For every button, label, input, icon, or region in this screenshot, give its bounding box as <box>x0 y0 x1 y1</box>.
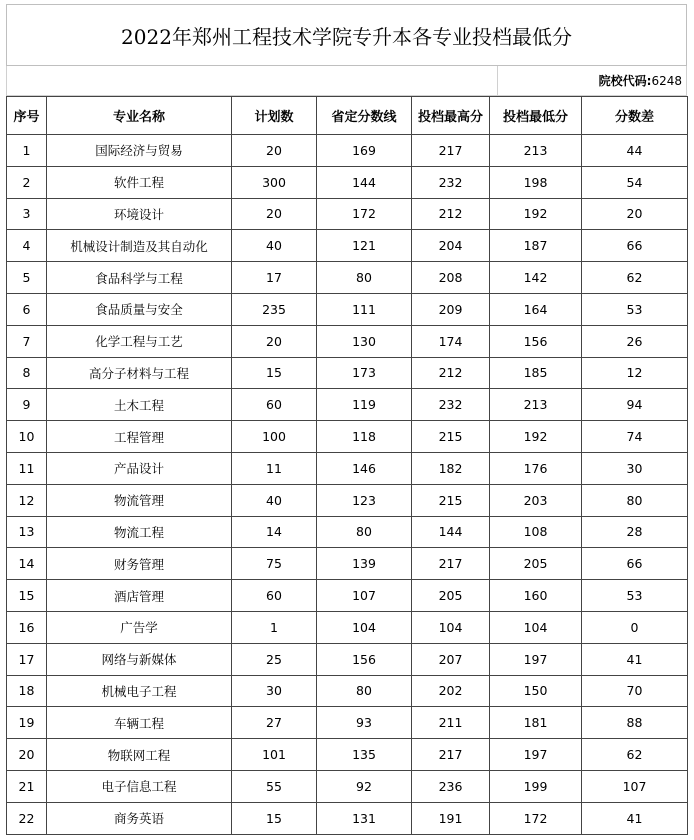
cell-min: 156 <box>490 325 582 357</box>
cell-cutoff: 118 <box>317 421 412 453</box>
table-row <box>7 802 688 834</box>
cell-major: 广告学 <box>47 611 232 643</box>
cell-plan: 20 <box>232 198 317 230</box>
cell-cutoff: 93 <box>317 707 412 739</box>
page-title: 2022年郑州工程技术学院专升本各专业投档最低分 <box>6 4 687 66</box>
cell-plan: 60 <box>232 389 317 421</box>
empty-cell <box>7 66 498 96</box>
cell-cutoff: 156 <box>317 643 412 675</box>
cell-min: 160 <box>490 580 582 612</box>
header-plan: 计划数 <box>232 97 317 135</box>
cell-diff: 88 <box>582 707 688 739</box>
cell-diff: 54 <box>582 166 688 198</box>
cell-cutoff: 80 <box>317 675 412 707</box>
table-row <box>7 580 688 612</box>
table-row <box>7 389 688 421</box>
cell-diff: 74 <box>582 421 688 453</box>
cell-major: 食品科学与工程 <box>47 262 232 294</box>
table-row <box>7 739 688 771</box>
cell-plan: 40 <box>232 230 317 262</box>
cell-plan: 55 <box>232 770 317 802</box>
cell-diff: 26 <box>582 325 688 357</box>
cell-major: 酒店管理 <box>47 580 232 612</box>
cell-diff: 66 <box>582 230 688 262</box>
cell-diff: 80 <box>582 484 688 516</box>
cell-cutoff: 80 <box>317 262 412 294</box>
cell-index: 18 <box>7 675 47 707</box>
cell-min: 197 <box>490 739 582 771</box>
cell-cutoff: 121 <box>317 230 412 262</box>
cell-cutoff: 130 <box>317 325 412 357</box>
cell-max: 191 <box>412 802 490 834</box>
cell-cutoff: 131 <box>317 802 412 834</box>
header-major: 专业名称 <box>47 97 232 135</box>
table-row <box>7 643 688 675</box>
cell-plan: 75 <box>232 548 317 580</box>
cell-max: 232 <box>412 389 490 421</box>
cell-major: 电子信息工程 <box>47 770 232 802</box>
cell-major: 机械电子工程 <box>47 675 232 707</box>
cell-index: 12 <box>7 484 47 516</box>
cell-index: 6 <box>7 293 47 325</box>
cell-max: 217 <box>412 739 490 771</box>
table-row <box>7 293 688 325</box>
table-row <box>7 325 688 357</box>
cell-plan: 14 <box>232 516 317 548</box>
cell-plan: 101 <box>232 739 317 771</box>
cell-cutoff: 173 <box>317 357 412 389</box>
cell-index: 5 <box>7 262 47 294</box>
cell-diff: 44 <box>582 135 688 167</box>
cell-diff: 30 <box>582 452 688 484</box>
cell-min: 203 <box>490 484 582 516</box>
cell-min: 108 <box>490 516 582 548</box>
cell-diff: 20 <box>582 198 688 230</box>
header-cutoff: 省定分数线 <box>317 97 412 135</box>
cell-major: 工程管理 <box>47 421 232 453</box>
cell-cutoff: 119 <box>317 389 412 421</box>
cell-cutoff: 146 <box>317 452 412 484</box>
cell-major: 国际经济与贸易 <box>47 135 232 167</box>
table-row <box>7 675 688 707</box>
cell-diff: 70 <box>582 675 688 707</box>
cell-plan: 235 <box>232 293 317 325</box>
cell-max: 204 <box>412 230 490 262</box>
cell-max: 209 <box>412 293 490 325</box>
table-row <box>7 452 688 484</box>
cell-max: 208 <box>412 262 490 294</box>
cell-max: 207 <box>412 643 490 675</box>
header-diff: 分数差 <box>582 97 688 135</box>
cell-max: 202 <box>412 675 490 707</box>
table-row <box>7 421 688 453</box>
cell-major: 产品设计 <box>47 452 232 484</box>
score-table <box>6 96 688 835</box>
cell-major: 物流工程 <box>47 516 232 548</box>
cell-cutoff: 104 <box>317 611 412 643</box>
school-code <box>498 66 687 96</box>
cell-diff: 41 <box>582 802 688 834</box>
header-max: 投档最高分 <box>412 97 490 135</box>
table-row <box>7 707 688 739</box>
cell-min: 198 <box>490 166 582 198</box>
cell-max: 104 <box>412 611 490 643</box>
cell-min: 213 <box>490 135 582 167</box>
cell-max: 217 <box>412 135 490 167</box>
cell-max: 174 <box>412 325 490 357</box>
cell-index: 1 <box>7 135 47 167</box>
cell-plan: 1 <box>232 611 317 643</box>
table-row <box>7 262 688 294</box>
cell-diff: 107 <box>582 770 688 802</box>
cell-cutoff: 172 <box>317 198 412 230</box>
cell-min: 213 <box>490 389 582 421</box>
cell-plan: 15 <box>232 357 317 389</box>
cell-min: 176 <box>490 452 582 484</box>
cell-plan: 20 <box>232 325 317 357</box>
school-code-row <box>6 66 687 96</box>
cell-plan: 300 <box>232 166 317 198</box>
cell-min: 164 <box>490 293 582 325</box>
cell-min: 142 <box>490 262 582 294</box>
table-header-row <box>7 97 688 135</box>
cell-index: 4 <box>7 230 47 262</box>
cell-diff: 0 <box>582 611 688 643</box>
cell-index: 15 <box>7 580 47 612</box>
cell-cutoff: 135 <box>317 739 412 771</box>
cell-max: 232 <box>412 166 490 198</box>
cell-major: 商务英语 <box>47 802 232 834</box>
table-row <box>7 166 688 198</box>
cell-plan: 17 <box>232 262 317 294</box>
cell-index: 22 <box>7 802 47 834</box>
cell-index: 3 <box>7 198 47 230</box>
cell-min: 104 <box>490 611 582 643</box>
cell-diff: 62 <box>582 262 688 294</box>
table-row <box>7 548 688 580</box>
cell-index: 7 <box>7 325 47 357</box>
cell-plan: 40 <box>232 484 317 516</box>
cell-major: 环境设计 <box>47 198 232 230</box>
cell-max: 212 <box>412 198 490 230</box>
cell-major: 高分子材料与工程 <box>47 357 232 389</box>
cell-diff: 41 <box>582 643 688 675</box>
cell-major: 物流管理 <box>47 484 232 516</box>
school-code-value: 6248 <box>651 73 682 88</box>
cell-diff: 28 <box>582 516 688 548</box>
cell-cutoff: 80 <box>317 516 412 548</box>
cell-cutoff: 123 <box>317 484 412 516</box>
table-row <box>7 611 688 643</box>
cell-index: 13 <box>7 516 47 548</box>
cell-plan: 60 <box>232 580 317 612</box>
cell-min: 192 <box>490 421 582 453</box>
cell-min: 199 <box>490 770 582 802</box>
cell-major: 物联网工程 <box>47 739 232 771</box>
cell-min: 185 <box>490 357 582 389</box>
table-row <box>7 198 688 230</box>
cell-min: 192 <box>490 198 582 230</box>
cell-max: 211 <box>412 707 490 739</box>
cell-min: 205 <box>490 548 582 580</box>
cell-min: 181 <box>490 707 582 739</box>
cell-index: 21 <box>7 770 47 802</box>
cell-diff: 12 <box>582 357 688 389</box>
cell-max: 215 <box>412 421 490 453</box>
cell-plan: 15 <box>232 802 317 834</box>
table-row <box>7 770 688 802</box>
table-row <box>7 516 688 548</box>
table-row <box>7 135 688 167</box>
cell-min: 150 <box>490 675 582 707</box>
cell-diff: 94 <box>582 389 688 421</box>
cell-plan: 20 <box>232 135 317 167</box>
cell-index: 17 <box>7 643 47 675</box>
cell-diff: 53 <box>582 293 688 325</box>
cell-major: 土木工程 <box>47 389 232 421</box>
cell-max: 212 <box>412 357 490 389</box>
cell-index: 2 <box>7 166 47 198</box>
cell-cutoff: 111 <box>317 293 412 325</box>
cell-plan: 25 <box>232 643 317 675</box>
cell-index: 11 <box>7 452 47 484</box>
cell-major: 化学工程与工艺 <box>47 325 232 357</box>
cell-index: 16 <box>7 611 47 643</box>
cell-major: 软件工程 <box>47 166 232 198</box>
table-row <box>7 357 688 389</box>
cell-cutoff: 169 <box>317 135 412 167</box>
cell-plan: 27 <box>232 707 317 739</box>
header-min: 投档最低分 <box>490 97 582 135</box>
cell-max: 217 <box>412 548 490 580</box>
cell-major: 网络与新媒体 <box>47 643 232 675</box>
cell-plan: 30 <box>232 675 317 707</box>
cell-major: 机械设计制造及其自动化 <box>47 230 232 262</box>
cell-max: 182 <box>412 452 490 484</box>
cell-plan: 100 <box>232 421 317 453</box>
cell-index: 14 <box>7 548 47 580</box>
cell-cutoff: 139 <box>317 548 412 580</box>
school-code-label: 院校代码: <box>598 74 652 88</box>
table-row <box>7 484 688 516</box>
cell-max: 144 <box>412 516 490 548</box>
cell-major: 车辆工程 <box>47 707 232 739</box>
cell-index: 10 <box>7 421 47 453</box>
cell-diff: 62 <box>582 739 688 771</box>
cell-index: 8 <box>7 357 47 389</box>
cell-cutoff: 144 <box>317 166 412 198</box>
cell-plan: 11 <box>232 452 317 484</box>
cell-major: 食品质量与安全 <box>47 293 232 325</box>
cell-min: 172 <box>490 802 582 834</box>
cell-max: 215 <box>412 484 490 516</box>
cell-diff: 53 <box>582 580 688 612</box>
cell-index: 20 <box>7 739 47 771</box>
cell-max: 205 <box>412 580 490 612</box>
table-body <box>7 135 688 835</box>
header-index: 序号 <box>7 97 47 135</box>
cell-index: 19 <box>7 707 47 739</box>
cell-diff: 66 <box>582 548 688 580</box>
score-sheet <box>6 4 687 835</box>
cell-min: 187 <box>490 230 582 262</box>
cell-cutoff: 92 <box>317 770 412 802</box>
cell-major: 财务管理 <box>47 548 232 580</box>
cell-max: 236 <box>412 770 490 802</box>
cell-cutoff: 107 <box>317 580 412 612</box>
cell-min: 197 <box>490 643 582 675</box>
table-row <box>7 230 688 262</box>
cell-index: 9 <box>7 389 47 421</box>
